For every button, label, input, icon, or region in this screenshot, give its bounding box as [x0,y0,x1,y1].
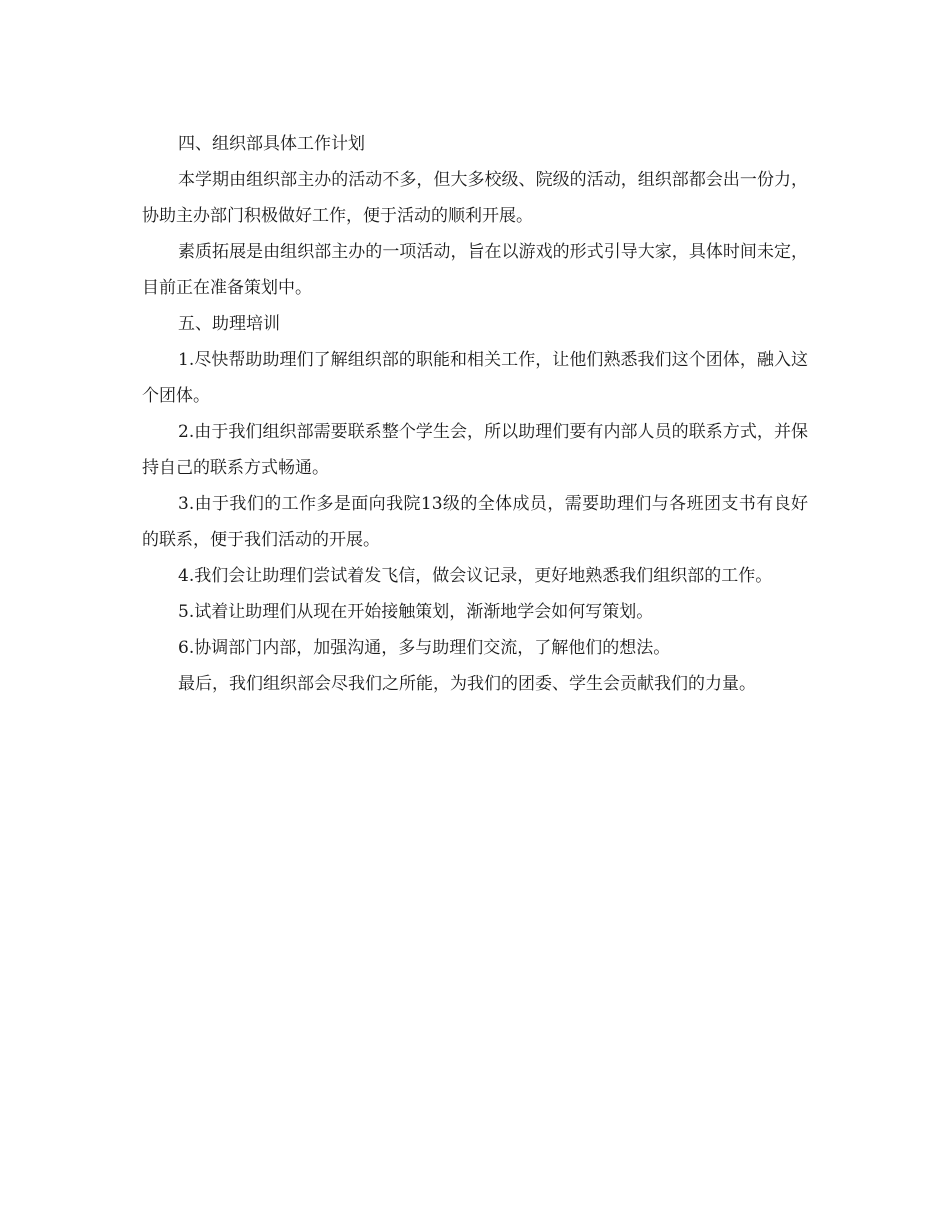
list-item-6: 6.协调部门内部，加强沟通，多与助理们交流，了解他们的想法。 [178,638,671,658]
document-body [142,126,808,702]
section-heading-work-plan: 四、组织部具体工作计划 [178,134,365,154]
list-item-2: 2.由于我们组织部需要联系整个学生会，所以助理们要有内部人员的联系方式，并保持自己的联系方式畅通。 [142,422,808,478]
paragraph-activities: 本学期由组织部主办的活动不多，但大多校级、院级的活动，组织部都会出一份力，协助主办部门积极做好工作，便于活动的顺利开展。 [142,170,808,226]
list-item-3: 3.由于我们的工作多是面向我院13级的全体成员，需要助理们与各班团支书有良好的联系，便于我们活动的开展。 [142,494,808,550]
list-item-5: 5.试着让助理们从现在开始接触策划，渐渐地学会如何写策划。 [178,602,654,622]
list-item-1: 1.尽快帮助助理们了解组织部的职能和相关工作，让他们熟悉我们这个团体，融入这个团体。 [142,350,808,406]
closing-paragraph: 最后，我们组织部会尽我们之所能，为我们的团委、学生会贡献我们的力量。 [178,674,756,694]
section-heading-assistant-training: 五、助理培训 [178,314,280,334]
list-item-4: 4.我们会让助理们尝试着发飞信，做会议记录，更好地熟悉我们组织部的工作。 [178,566,773,586]
paragraph-quality-expansion: 素质拓展是由组织部主办的一项活动，旨在以游戏的形式引导大家，具体时间未定，目前正在准备策划中。 [142,242,808,298]
